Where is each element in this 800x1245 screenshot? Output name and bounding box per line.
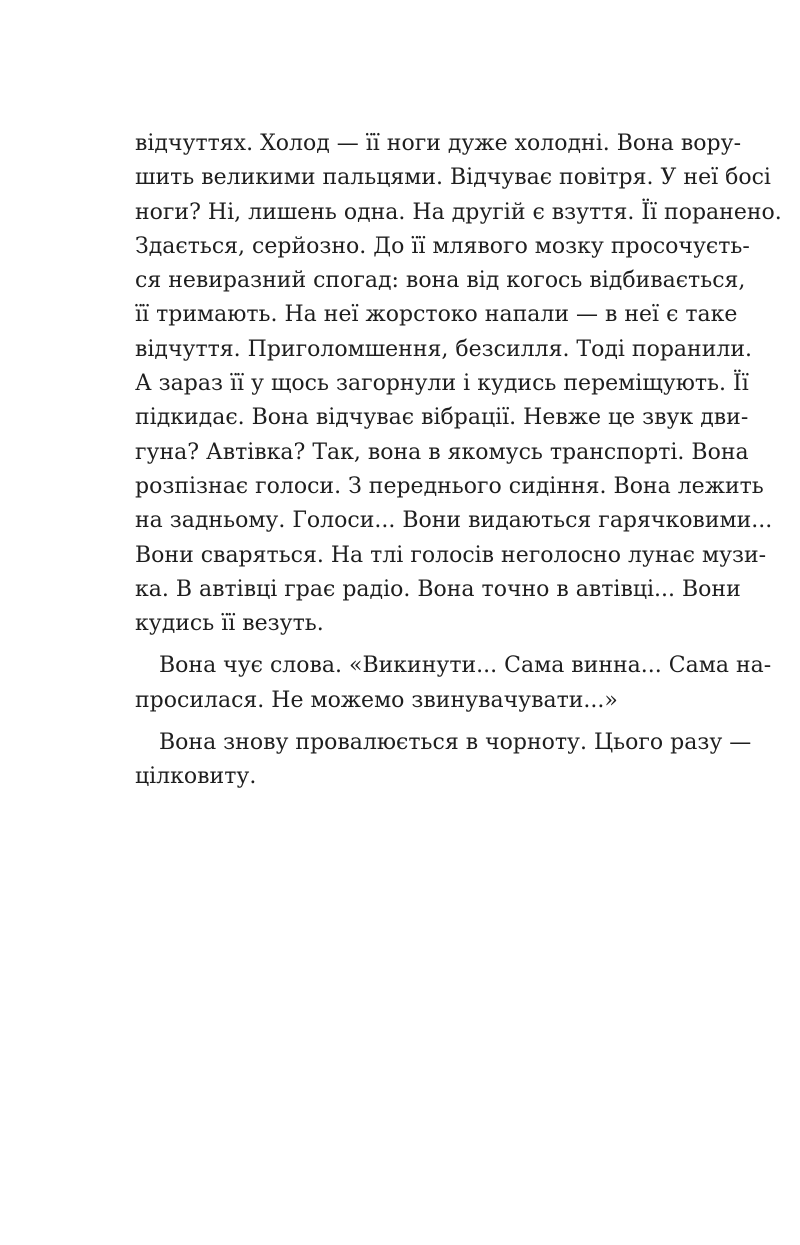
text-line-9: підкидає. Вона відчуває вібрації. Невже це звук дви- <box>135 405 749 431</box>
text-line-3: ноги? Ні, лишень одна. На другій є взуття. Її поранено. <box>135 199 782 225</box>
text-line-11: розпізнає голоси. З переднього сидіння. Вона лежить <box>135 473 764 499</box>
text-line-2: шить великими пальцями. Відчуває повітря. У неї босі <box>135 165 771 191</box>
text-line-8: А зараз її у щось загорнули і кудись переміщують. Її <box>135 371 749 397</box>
paragraph-gap <box>135 641 700 649</box>
paragraph-gap <box>135 718 700 726</box>
text-line-12: на задньому. Голоси... Вони видаються гарячковими... <box>135 508 773 534</box>
text-line-7: відчуття. Приголомшення, безсилля. Тоді поранили. <box>135 336 752 362</box>
text-line-14: ка. В автівці грає радіо. Вона точно в автівці... Вони <box>135 576 741 602</box>
text-line-4: Здається, серйозно. До її млявого мозку просочуєть- <box>135 233 750 259</box>
text-line-10: гуна? Автівка? Так, вона в якомусь транспорті. Вона <box>135 439 749 465</box>
text-line-16: Вона чує слова. «Викинути... Сама винна... Сама на- <box>159 653 772 679</box>
text-line-1: відчуттях. Холод — її ноги дуже холодні. Вона вору- <box>135 131 742 156</box>
text-line-6: її тримають. На неї жорстоко напали — в неї є таке <box>135 302 738 328</box>
text-line-13: Вони сваряться. На тлі голосів неголосно лунає музи- <box>135 542 767 568</box>
text-line-17: просилася. Не можемо звинувачувати...» <box>135 687 618 713</box>
text-line-19: цілковиту. <box>135 764 257 790</box>
text-line-15: кудись її везуть. <box>135 611 324 637</box>
text-line-18: Вона знову провалюється в чорноту. Цього разу — <box>159 730 752 756</box>
text-line-5: ся невиразний спогад: вона від когось відбивається, <box>135 268 746 294</box>
page-text <box>135 127 782 795</box>
